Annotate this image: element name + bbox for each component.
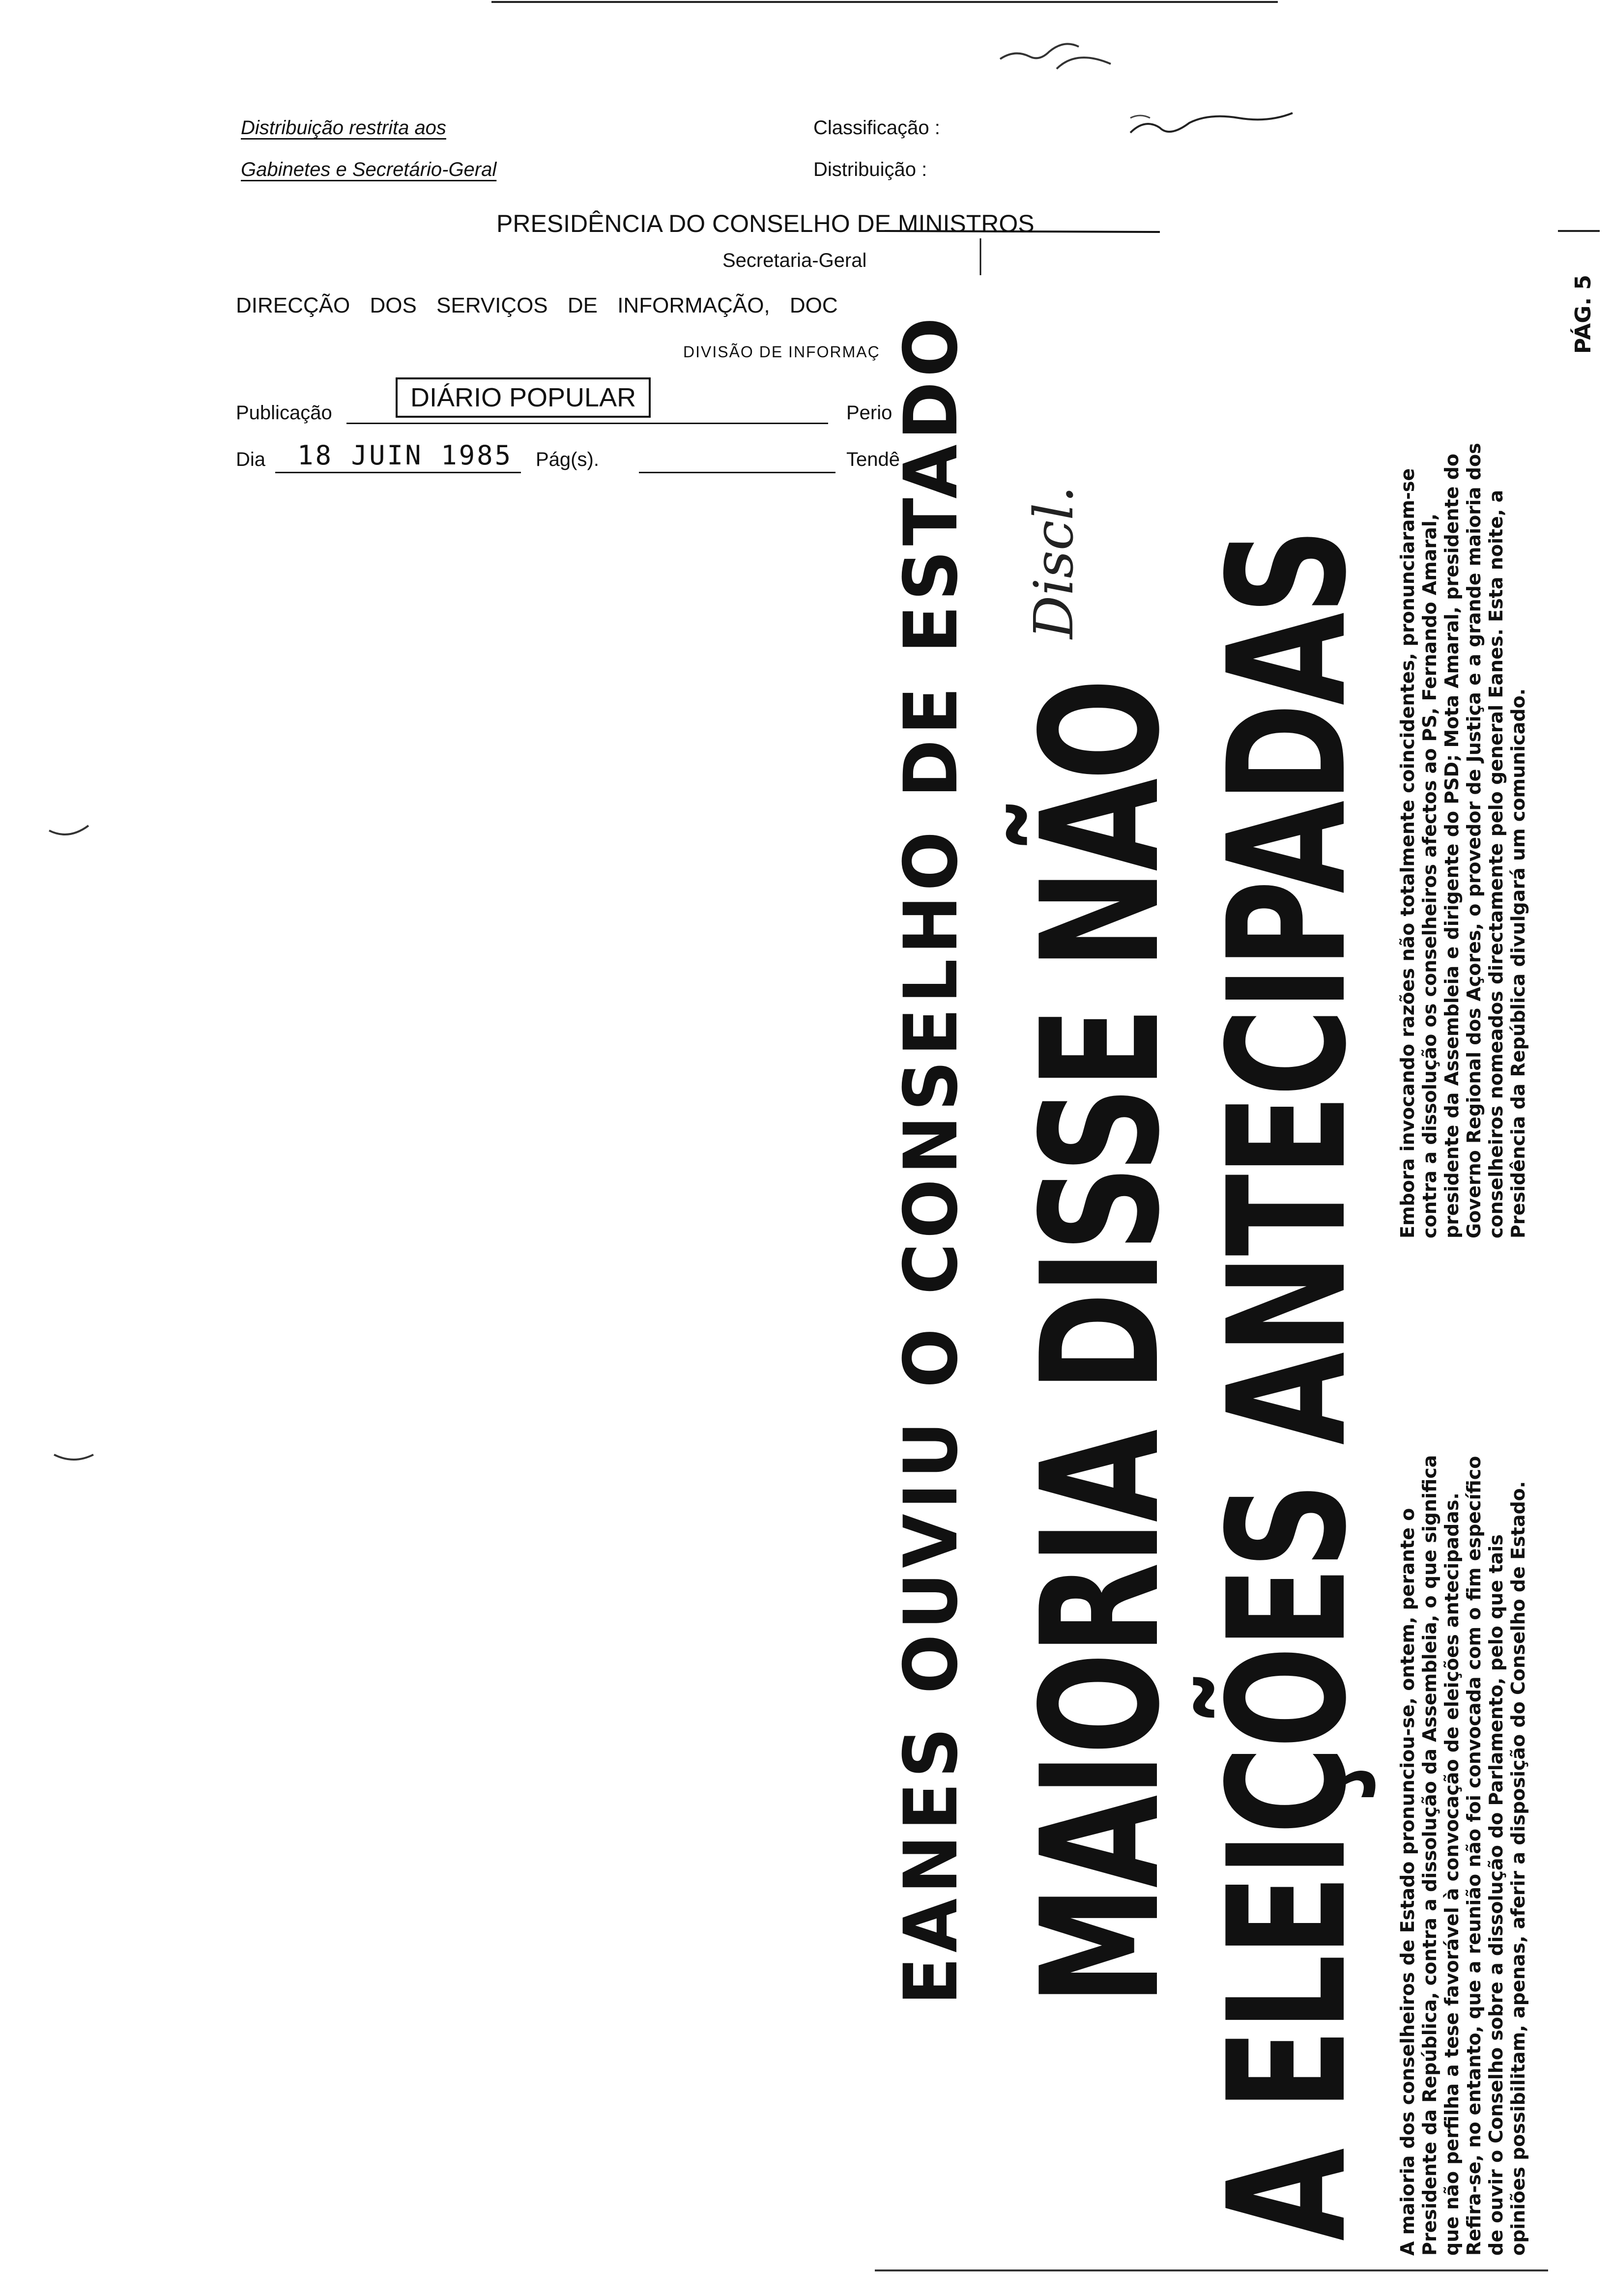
body-col1-line2: Presidente da República, contra a dissolução da Assembleia, o que significa	[1419, 1455, 1440, 2256]
distribution-label: Distribuição :	[813, 159, 927, 180]
division-label: DIVISÃO DE INFORMAÇ	[683, 343, 880, 361]
publication-name-box	[396, 377, 651, 418]
punch-mark-2	[54, 1455, 93, 1460]
handwriting-scribble-3	[1130, 115, 1150, 118]
body-col2-line4: Governo Regional dos Açores, o provedor de Justiça e a grande maioria dos	[1463, 443, 1485, 1238]
handwriting-scribble-2	[1130, 113, 1293, 133]
headline-line1: MAIORIA DISSE NÃO	[1007, 680, 1195, 2005]
page-reference: PÁG. 5	[1571, 274, 1596, 354]
publication-blank	[346, 423, 828, 424]
directorate-label: DIRECÇÃO DOS SERVIÇOS DE INFORMAÇÃO, DOC	[236, 293, 838, 317]
body-col1-line4: Refira-se, no entanto, que a reunião não foi convocada com o fim específico	[1463, 1456, 1485, 2256]
distribution-restriction-line2: Gabinetes e Secretário-Geral	[241, 159, 497, 180]
body-col2-line5: conselheiros nomeados directamente pelo general Eanes. Esta noite, a	[1485, 489, 1507, 1238]
headline-line2: A ELEIÇÕES ANTECIPADAS	[1193, 530, 1382, 2241]
date-stamp: 18 JUIN 1985	[297, 440, 513, 471]
body-col2-line3: presidente da Assembleia e dirigente do PSD; Mota Amaral, presidente do	[1441, 454, 1463, 1238]
institution-title: PRESIDÊNCIA DO CONSELHO DE MINISTROS	[496, 210, 1035, 237]
pages-label: Pág(s).	[536, 449, 599, 470]
body-col2-line6: Presidência da República divulgará um comunicado.	[1507, 688, 1529, 1238]
day-label: Dia	[236, 449, 266, 470]
article-kicker: EANES OUVIU O CONSELHO DE ESTADO	[889, 313, 974, 2006]
day-blank	[275, 472, 521, 473]
body-col1-line1: A maioria dos conselheiros de Estado pronunciou-se, ontem, perante o	[1397, 1508, 1418, 2256]
pages-blank	[639, 472, 835, 473]
publication-label: Publicação	[236, 402, 332, 424]
body-col1-line6: opiniões possibilitam, apenas, aferir a disposição do Conselho de Estado.	[1507, 1481, 1529, 2256]
body-col1-line5: de ouvir o Conselho sobre a dissolução do Parlamento, pelo que tais	[1485, 1534, 1507, 2256]
tendency-label: Tendê	[846, 449, 900, 470]
periodicity-label: Perio	[846, 402, 892, 424]
handwriting-scribble-1	[1000, 44, 1111, 69]
classification-label: Classificação :	[813, 117, 940, 139]
secretariat-label: Secretaria-Geral	[722, 250, 867, 271]
handwritten-note: Discl.	[1022, 486, 1085, 639]
body-col2-line1: Embora invocando razões não totalmente coincidentes, pronunciaram-se	[1397, 468, 1418, 1238]
body-col2-line2: contra a dissolução os conselheiros afectos ao PS, Fernando Amaral,	[1419, 513, 1440, 1238]
body-col1-line3: que não perfilha a tese favorável à convocação de eleições antecipadas.	[1441, 1492, 1463, 2256]
distribution-restriction-line1: Distribuição restrita aos	[241, 117, 446, 139]
punch-mark-1	[49, 826, 88, 834]
publication-name: DIÁRIO POPULAR	[410, 383, 636, 412]
